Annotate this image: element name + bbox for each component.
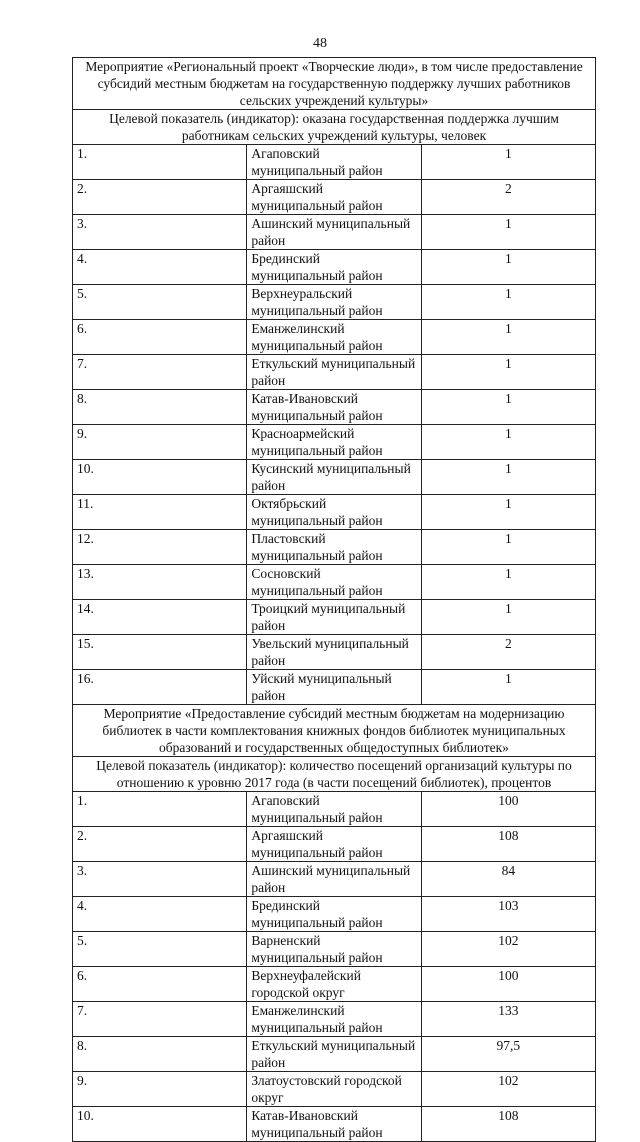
section-2-title-row <box>73 705 596 757</box>
indicator-value: 1 <box>421 355 595 390</box>
row-number: 4. <box>73 897 247 932</box>
indicator-value: 1 <box>421 320 595 355</box>
indicator-value: 2 <box>421 180 595 215</box>
indicator-value: 1 <box>421 600 595 635</box>
table-row <box>73 285 596 320</box>
indicator-value: 108 <box>421 827 595 862</box>
indicator-value: 102 <box>421 932 595 967</box>
table-row <box>73 530 596 565</box>
row-number: 8. <box>73 1037 247 1072</box>
indicator-value: 1 <box>421 425 595 460</box>
municipality-name: Верхнеуральский муниципальный район <box>247 285 421 320</box>
table-row <box>73 670 596 705</box>
table-row <box>73 320 596 355</box>
row-number: 7. <box>73 355 247 390</box>
municipality-name: Златоустовский городской округ <box>247 1072 421 1107</box>
table-row <box>73 1002 596 1037</box>
table-row <box>73 425 596 460</box>
page-number: 48 <box>313 36 327 51</box>
row-number: 1. <box>73 145 247 180</box>
indicator-value: 1 <box>421 250 595 285</box>
municipality-name: Еманжелинский муниципальный район <box>247 1002 421 1037</box>
municipality-name: Октябрьский муниципальный район <box>247 495 421 530</box>
row-number: 14. <box>73 600 247 635</box>
row-number: 4. <box>73 250 247 285</box>
row-number: 5. <box>73 932 247 967</box>
municipality-name: Варненский муниципальный район <box>247 932 421 967</box>
municipality-name: Ашинский муниципальный район <box>247 862 421 897</box>
indicator-value: 1 <box>421 670 595 705</box>
table-row <box>73 250 596 285</box>
row-number: 7. <box>73 1002 247 1037</box>
indicator-value: 1 <box>421 565 595 600</box>
table-row <box>73 862 596 897</box>
municipality-name: Аргаяшский муниципальный район <box>247 827 421 862</box>
table-row <box>73 495 596 530</box>
indicator-value: 1 <box>421 285 595 320</box>
section-1-indicator: Целевой показатель (индикатор): оказана государственная поддержка лучшим работникам сельских учреждений культуры, человек <box>73 110 596 145</box>
row-number: 15. <box>73 635 247 670</box>
row-number: 16. <box>73 670 247 705</box>
table-row <box>73 565 596 600</box>
table-row <box>73 967 596 1002</box>
table-row <box>73 355 596 390</box>
table-row <box>73 180 596 215</box>
municipality-name: Брединский муниципальный район <box>247 250 421 285</box>
row-number: 1. <box>73 792 247 827</box>
indicator-value: 100 <box>421 792 595 827</box>
section-1-title: Мероприятие «Региональный проект «Творческие люди», в том числе предоставление субсидий местным бюджетам на государственную поддержку лучших работников сельских учреждений культуры» <box>73 58 596 110</box>
table-row <box>73 827 596 862</box>
municipality-name: Еманжелинский муниципальный район <box>247 320 421 355</box>
row-number: 3. <box>73 215 247 250</box>
row-number: 9. <box>73 1072 247 1107</box>
table-row <box>73 1037 596 1072</box>
table-row <box>73 600 596 635</box>
municipality-name: Красноармейский муниципальный район <box>247 425 421 460</box>
section-1-indicator-row <box>73 110 596 145</box>
municipality-name: Катав-Ивановский муниципальный район <box>247 390 421 425</box>
municipality-name: Уйский муниципальный район <box>247 670 421 705</box>
row-number: 13. <box>73 565 247 600</box>
municipality-name: Троицкий муниципальный район <box>247 600 421 635</box>
municipality-name: Сосновский муниципальный район <box>247 565 421 600</box>
municipality-name: Катав-Ивановский муниципальный район <box>247 1107 421 1142</box>
table-row <box>73 1107 596 1142</box>
table-row <box>73 897 596 932</box>
section-2-indicator-row <box>73 757 596 792</box>
table-row <box>73 792 596 827</box>
indicator-value: 108 <box>421 1107 595 1142</box>
table-row <box>73 145 596 180</box>
indicator-value: 100 <box>421 967 595 1002</box>
municipality-name: Еткульский муниципальный район <box>247 355 421 390</box>
indicator-value: 2 <box>421 635 595 670</box>
indicator-value: 1 <box>421 390 595 425</box>
row-number: 11. <box>73 495 247 530</box>
indicator-value: 103 <box>421 897 595 932</box>
municipality-name: Агаповский муниципальный район <box>247 792 421 827</box>
row-number: 6. <box>73 967 247 1002</box>
row-number: 2. <box>73 827 247 862</box>
indicator-value: 97,5 <box>421 1037 595 1072</box>
table-row <box>73 215 596 250</box>
indicator-value: 1 <box>421 530 595 565</box>
municipality-name: Кусинский муниципальный район <box>247 460 421 495</box>
section-2-indicator: Целевой показатель (индикатор): количество посещений организаций культуры по отношению к уровню 2017 года (в части посещений библиотек), процентов <box>73 757 596 792</box>
row-number: 2. <box>73 180 247 215</box>
municipality-name: Брединский муниципальный район <box>247 897 421 932</box>
indicator-value: 102 <box>421 1072 595 1107</box>
indicator-value: 1 <box>421 495 595 530</box>
section-1-title-row <box>73 58 596 110</box>
row-number: 10. <box>73 1107 247 1142</box>
municipality-name: Увельский муниципальный район <box>247 635 421 670</box>
municipality-name: Верхнеуфалейский городской округ <box>247 967 421 1002</box>
row-number: 12. <box>73 530 247 565</box>
row-number: 3. <box>73 862 247 897</box>
table-row <box>73 390 596 425</box>
table-row <box>73 460 596 495</box>
row-number: 6. <box>73 320 247 355</box>
indicators-table-body <box>73 58 596 1142</box>
municipality-name: Ашинский муниципальный район <box>247 215 421 250</box>
table-row <box>73 1072 596 1107</box>
section-2-title: Мероприятие «Предоставление субсидий местным бюджетам на модернизацию библиотек в части комплектования книжных фондов библиотек муниципальных образований и государственных общедоступных библиотек» <box>73 705 596 757</box>
indicator-value: 133 <box>421 1002 595 1037</box>
table-row <box>73 635 596 670</box>
indicator-value: 1 <box>421 215 595 250</box>
municipality-name: Аргаяшский муниципальный район <box>247 180 421 215</box>
indicator-value: 84 <box>421 862 595 897</box>
indicator-value: 1 <box>421 145 595 180</box>
indicators-table <box>72 57 596 1142</box>
row-number: 10. <box>73 460 247 495</box>
indicator-value: 1 <box>421 460 595 495</box>
municipality-name: Агаповский муниципальный район <box>247 145 421 180</box>
row-number: 5. <box>73 285 247 320</box>
municipality-name: Еткульский муниципальный район <box>247 1037 421 1072</box>
row-number: 9. <box>73 425 247 460</box>
row-number: 8. <box>73 390 247 425</box>
table-row <box>73 932 596 967</box>
municipality-name: Пластовский муниципальный район <box>247 530 421 565</box>
